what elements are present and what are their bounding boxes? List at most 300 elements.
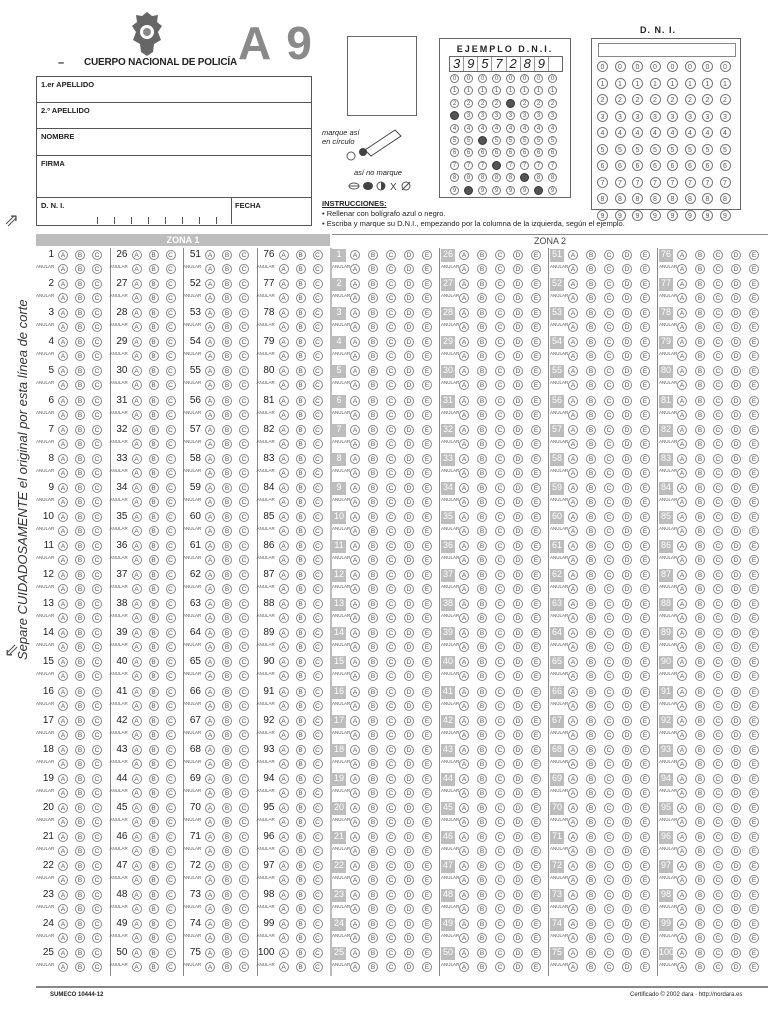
cancel-bubble[interactable]: C (92, 846, 102, 856)
cancel-bubble[interactable]: E (531, 380, 541, 390)
answer-bubble[interactable]: E (422, 454, 432, 464)
answer-bubble[interactable]: B (149, 628, 159, 638)
answer-bubble[interactable]: D (731, 512, 741, 522)
answer-bubble[interactable]: E (749, 628, 759, 638)
answer-bubble[interactable]: C (604, 512, 614, 522)
answer-bubble[interactable]: E (422, 745, 432, 755)
cancel-bubble[interactable]: B (149, 584, 159, 594)
answer-bubble[interactable]: A (279, 454, 289, 464)
cancel-bubble[interactable]: C (713, 788, 723, 798)
cancel-bubble[interactable]: E (531, 468, 541, 478)
cancel-bubble[interactable]: A (132, 380, 142, 390)
cancel-bubble[interactable]: C (313, 468, 323, 478)
cancel-bubble[interactable]: E (749, 730, 759, 740)
cancel-bubble[interactable]: E (531, 875, 541, 885)
answer-bubble[interactable]: E (640, 279, 650, 289)
answer-bubble[interactable]: E (749, 948, 759, 958)
answer-bubble[interactable]: B (222, 337, 232, 347)
cancel-bubble[interactable]: C (495, 526, 505, 536)
answer-bubble[interactable]: A (132, 396, 142, 406)
cancel-bubble[interactable]: B (149, 497, 159, 507)
cancel-bubble[interactable]: D (731, 264, 741, 274)
cancel-bubble[interactable]: C (495, 701, 505, 711)
cancel-bubble[interactable]: A (279, 642, 289, 652)
cancel-bubble[interactable]: A (58, 410, 68, 420)
cancel-bubble[interactable]: E (531, 526, 541, 536)
answer-bubble[interactable]: B (586, 454, 596, 464)
cancel-bubble[interactable]: B (75, 788, 85, 798)
answer-bubble[interactable]: E (531, 454, 541, 464)
cancel-bubble[interactable]: C (713, 293, 723, 303)
answer-bubble[interactable]: B (149, 890, 159, 900)
answer-bubble[interactable]: B (586, 425, 596, 435)
dni-bubble[interactable]: 0 (615, 61, 626, 72)
cancel-bubble[interactable]: C (495, 293, 505, 303)
answer-bubble[interactable]: D (731, 570, 741, 580)
cancel-bubble[interactable]: A (568, 555, 578, 565)
answer-bubble[interactable]: B (75, 599, 85, 609)
answer-bubble[interactable]: C (495, 919, 505, 929)
dni-bubble[interactable]: 4 (615, 127, 626, 138)
answer-bubble[interactable]: C (604, 716, 614, 726)
dni-bubble[interactable]: 5 (702, 144, 713, 155)
answer-bubble[interactable]: C (713, 512, 723, 522)
cancel-bubble[interactable]: D (513, 962, 523, 972)
dni-bubble[interactable]: 0 (667, 61, 678, 72)
cancel-bubble[interactable]: B (75, 351, 85, 361)
cancel-bubble[interactable]: A (279, 875, 289, 885)
cancel-bubble[interactable]: E (531, 962, 541, 972)
cancel-bubble[interactable]: A (205, 439, 215, 449)
answer-bubble[interactable]: A (58, 803, 68, 813)
cancel-bubble[interactable]: B (695, 584, 705, 594)
cancel-bubble[interactable]: A (205, 817, 215, 827)
cancel-bubble[interactable]: D (731, 526, 741, 536)
answer-bubble[interactable]: C (386, 454, 396, 464)
dni-bubble[interactable]: 5 (632, 144, 643, 155)
cancel-bubble[interactable]: A (58, 701, 68, 711)
answer-bubble[interactable]: A (58, 512, 68, 522)
cancel-bubble[interactable]: A (58, 468, 68, 478)
cancel-bubble[interactable]: C (713, 613, 723, 623)
answer-bubble[interactable]: C (166, 687, 176, 697)
cancel-bubble[interactable]: E (640, 817, 650, 827)
cancel-bubble[interactable]: B (296, 526, 306, 536)
cancel-bubble[interactable]: B (222, 933, 232, 943)
answer-bubble[interactable]: B (296, 861, 306, 871)
answer-bubble[interactable]: C (386, 396, 396, 406)
answer-bubble[interactable]: D (731, 832, 741, 842)
cancel-bubble[interactable]: C (313, 410, 323, 420)
cancel-bubble[interactable]: B (695, 730, 705, 740)
cancel-bubble[interactable]: A (350, 497, 360, 507)
cancel-bubble[interactable]: A (350, 671, 360, 681)
cancel-bubble[interactable]: B (586, 264, 596, 274)
answer-bubble[interactable]: A (459, 745, 469, 755)
answer-bubble[interactable]: C (713, 337, 723, 347)
cancel-bubble[interactable]: E (640, 293, 650, 303)
answer-bubble[interactable]: A (459, 803, 469, 813)
cancel-bubble[interactable]: E (749, 759, 759, 769)
cancel-bubble[interactable]: A (350, 380, 360, 390)
answer-bubble[interactable]: E (422, 512, 432, 522)
cancel-bubble[interactable]: D (513, 322, 523, 332)
cancel-bubble[interactable]: A (459, 468, 469, 478)
cancel-bubble[interactable]: D (731, 730, 741, 740)
answer-bubble[interactable]: B (695, 308, 705, 318)
dni-bubble[interactable]: 8 (650, 193, 661, 204)
answer-bubble[interactable]: E (422, 425, 432, 435)
answer-bubble[interactable]: D (622, 832, 632, 842)
answer-bubble[interactable]: A (132, 454, 142, 464)
answer-bubble[interactable]: E (531, 861, 541, 871)
cancel-bubble[interactable]: B (695, 351, 705, 361)
answer-bubble[interactable]: C (713, 250, 723, 260)
answer-bubble[interactable]: A (568, 657, 578, 667)
answer-bubble[interactable]: E (640, 948, 650, 958)
cancel-bubble[interactable]: B (222, 759, 232, 769)
answer-bubble[interactable]: C (713, 861, 723, 871)
cancel-bubble[interactable]: A (459, 817, 469, 827)
answer-bubble[interactable]: B (222, 745, 232, 755)
cancel-bubble[interactable]: A (677, 497, 687, 507)
field-firma[interactable] (37, 156, 311, 198)
cancel-bubble[interactable]: E (422, 264, 432, 274)
cancel-bubble[interactable]: B (222, 439, 232, 449)
answer-bubble[interactable]: C (239, 454, 249, 464)
cancel-bubble[interactable]: C (713, 526, 723, 536)
cancel-bubble[interactable]: A (568, 671, 578, 681)
answer-bubble[interactable]: C (386, 337, 396, 347)
answer-bubble[interactable]: C (604, 919, 614, 929)
answer-bubble[interactable]: A (132, 308, 142, 318)
answer-bubble[interactable]: D (731, 250, 741, 260)
cancel-bubble[interactable]: D (622, 351, 632, 361)
answer-bubble[interactable]: C (604, 454, 614, 464)
cancel-bubble[interactable]: B (586, 380, 596, 390)
cancel-bubble[interactable]: B (368, 759, 378, 769)
cancel-bubble[interactable]: A (568, 264, 578, 274)
cancel-bubble[interactable]: C (313, 555, 323, 565)
cancel-bubble[interactable]: B (695, 555, 705, 565)
answer-bubble[interactable]: C (386, 861, 396, 871)
cancel-bubble[interactable]: A (205, 933, 215, 943)
answer-bubble[interactable]: C (166, 454, 176, 464)
answer-bubble[interactable]: E (531, 512, 541, 522)
cancel-bubble[interactable]: E (749, 875, 759, 885)
answer-bubble[interactable]: D (404, 396, 414, 406)
cancel-bubble[interactable]: D (513, 410, 523, 420)
answer-bubble[interactable]: E (640, 396, 650, 406)
cancel-bubble[interactable]: C (386, 410, 396, 420)
answer-bubble[interactable]: D (404, 628, 414, 638)
cancel-bubble[interactable]: C (604, 468, 614, 478)
answer-bubble[interactable]: E (422, 570, 432, 580)
cancel-bubble[interactable]: A (350, 817, 360, 827)
answer-bubble[interactable]: B (368, 570, 378, 580)
cancel-bubble[interactable]: D (731, 759, 741, 769)
answer-bubble[interactable]: C (239, 570, 249, 580)
answer-bubble[interactable]: C (495, 890, 505, 900)
answer-bubble[interactable]: C (604, 628, 614, 638)
dni-bubble[interactable]: 5 (615, 144, 626, 155)
answer-bubble[interactable]: B (75, 541, 85, 551)
answer-bubble[interactable]: B (222, 861, 232, 871)
cancel-bubble[interactable]: A (58, 875, 68, 885)
answer-bubble[interactable]: C (92, 774, 102, 784)
cancel-bubble[interactable]: B (149, 264, 159, 274)
cancel-bubble[interactable]: E (422, 904, 432, 914)
cancel-bubble[interactable]: C (713, 642, 723, 652)
cancel-bubble[interactable]: C (495, 351, 505, 361)
cancel-bubble[interactable]: B (586, 701, 596, 711)
cancel-bubble[interactable]: A (568, 468, 578, 478)
cancel-bubble[interactable]: B (75, 933, 85, 943)
answer-bubble[interactable]: A (205, 657, 215, 667)
cancel-bubble[interactable]: E (640, 380, 650, 390)
cancel-bubble[interactable]: D (513, 468, 523, 478)
cancel-bubble[interactable]: C (313, 642, 323, 652)
cancel-bubble[interactable]: D (731, 613, 741, 623)
answer-bubble[interactable]: B (222, 454, 232, 464)
cancel-bubble[interactable]: C (239, 526, 249, 536)
cancel-bubble[interactable]: C (92, 904, 102, 914)
answer-bubble[interactable]: E (531, 803, 541, 813)
answer-bubble[interactable]: C (313, 861, 323, 871)
answer-bubble[interactable]: C (713, 890, 723, 900)
cancel-bubble[interactable]: D (622, 264, 632, 274)
cancel-bubble[interactable]: B (149, 671, 159, 681)
answer-bubble[interactable]: E (749, 832, 759, 842)
answer-bubble[interactable]: C (92, 396, 102, 406)
cancel-bubble[interactable]: B (695, 439, 705, 449)
cancel-bubble[interactable]: A (677, 642, 687, 652)
answer-bubble[interactable]: B (222, 599, 232, 609)
answer-bubble[interactable]: A (568, 308, 578, 318)
answer-bubble[interactable]: E (422, 657, 432, 667)
cancel-bubble[interactable]: B (368, 497, 378, 507)
answer-bubble[interactable]: B (149, 250, 159, 260)
answer-bubble[interactable]: C (166, 803, 176, 813)
answer-bubble[interactable]: B (695, 861, 705, 871)
answer-bubble[interactable]: B (222, 803, 232, 813)
answer-bubble[interactable]: A (279, 279, 289, 289)
cancel-bubble[interactable]: B (586, 351, 596, 361)
cancel-bubble[interactable]: C (604, 439, 614, 449)
cancel-bubble[interactable]: D (731, 351, 741, 361)
cancel-bubble[interactable]: E (422, 410, 432, 420)
answer-bubble[interactable]: E (749, 396, 759, 406)
dni-bubble[interactable]: 8 (702, 193, 713, 204)
answer-bubble[interactable]: B (296, 570, 306, 580)
cancel-bubble[interactable]: D (513, 701, 523, 711)
cancel-bubble[interactable]: C (166, 788, 176, 798)
cancel-bubble[interactable]: B (222, 526, 232, 536)
answer-bubble[interactable]: D (513, 366, 523, 376)
dni-bubble[interactable]: 1 (702, 78, 713, 89)
cancel-bubble[interactable]: B (296, 933, 306, 943)
cancel-bubble[interactable]: A (677, 904, 687, 914)
answer-bubble[interactable]: E (749, 250, 759, 260)
cancel-bubble[interactable]: C (313, 584, 323, 594)
cancel-bubble[interactable]: E (749, 351, 759, 361)
answer-bubble[interactable]: B (75, 425, 85, 435)
cancel-bubble[interactable]: B (368, 351, 378, 361)
dni-bubble[interactable]: 8 (632, 193, 643, 204)
answer-bubble[interactable]: C (386, 745, 396, 755)
cancel-bubble[interactable]: B (222, 613, 232, 623)
cancel-bubble[interactable]: B (477, 962, 487, 972)
answer-bubble[interactable]: A (350, 657, 360, 667)
cancel-bubble[interactable]: B (477, 730, 487, 740)
cancel-bubble[interactable]: C (313, 730, 323, 740)
cancel-bubble[interactable]: B (586, 439, 596, 449)
answer-bubble[interactable]: A (132, 366, 142, 376)
cancel-bubble[interactable]: C (713, 875, 723, 885)
answer-bubble[interactable]: C (166, 483, 176, 493)
answer-bubble[interactable]: D (731, 454, 741, 464)
cancel-bubble[interactable]: C (386, 468, 396, 478)
answer-bubble[interactable]: A (677, 948, 687, 958)
cancel-bubble[interactable]: C (239, 904, 249, 914)
answer-bubble[interactable]: A (677, 541, 687, 551)
answer-bubble[interactable]: D (513, 628, 523, 638)
answer-bubble[interactable]: B (222, 716, 232, 726)
cancel-bubble[interactable]: B (149, 351, 159, 361)
dni-bubble[interactable]: 4 (702, 127, 713, 138)
answer-bubble[interactable]: D (622, 716, 632, 726)
answer-bubble[interactable]: C (92, 366, 102, 376)
cancel-bubble[interactable]: D (404, 526, 414, 536)
cancel-bubble[interactable]: B (296, 613, 306, 623)
cancel-bubble[interactable]: B (149, 933, 159, 943)
answer-bubble[interactable]: A (205, 919, 215, 929)
answer-bubble[interactable]: C (713, 803, 723, 813)
cancel-bubble[interactable]: B (586, 846, 596, 856)
cancel-bubble[interactable]: C (166, 933, 176, 943)
answer-bubble[interactable]: C (166, 890, 176, 900)
answer-bubble[interactable]: A (677, 337, 687, 347)
answer-bubble[interactable]: A (132, 570, 142, 580)
cancel-bubble[interactable]: B (477, 817, 487, 827)
answer-bubble[interactable]: A (677, 483, 687, 493)
cancel-bubble[interactable]: A (459, 904, 469, 914)
cancel-bubble[interactable]: E (422, 730, 432, 740)
answer-bubble[interactable]: A (279, 716, 289, 726)
cancel-bubble[interactable]: B (695, 817, 705, 827)
cancel-bubble[interactable]: D (513, 264, 523, 274)
answer-bubble[interactable]: B (149, 425, 159, 435)
cancel-bubble[interactable]: E (749, 671, 759, 681)
cancel-bubble[interactable]: C (604, 380, 614, 390)
cancel-bubble[interactable]: C (604, 293, 614, 303)
cancel-bubble[interactable]: C (166, 613, 176, 623)
dni-bubble[interactable]: 4 (685, 127, 696, 138)
cancel-bubble[interactable]: A (279, 410, 289, 420)
cancel-bubble[interactable]: B (477, 846, 487, 856)
cancel-bubble[interactable]: B (75, 962, 85, 972)
answer-bubble[interactable]: E (749, 279, 759, 289)
answer-bubble[interactable]: B (222, 512, 232, 522)
cancel-bubble[interactable]: B (695, 264, 705, 274)
cancel-bubble[interactable]: B (149, 322, 159, 332)
answer-bubble[interactable]: C (495, 308, 505, 318)
dni-bubble[interactable]: 3 (702, 111, 713, 122)
cancel-bubble[interactable]: B (222, 351, 232, 361)
answer-bubble[interactable]: B (695, 657, 705, 667)
dni-bubble[interactable]: 9 (667, 210, 678, 221)
cancel-bubble[interactable]: B (368, 933, 378, 943)
answer-bubble[interactable]: D (404, 919, 414, 929)
cancel-bubble[interactable]: B (586, 410, 596, 420)
answer-bubble[interactable]: A (132, 803, 142, 813)
cancel-bubble[interactable]: E (422, 526, 432, 536)
cancel-bubble[interactable]: C (313, 439, 323, 449)
cancel-bubble[interactable]: D (622, 642, 632, 652)
answer-bubble[interactable]: C (239, 657, 249, 667)
cancel-bubble[interactable]: C (239, 497, 249, 507)
answer-bubble[interactable]: A (58, 774, 68, 784)
dni-bubble[interactable]: 6 (632, 160, 643, 171)
cancel-bubble[interactable]: B (75, 846, 85, 856)
cancel-bubble[interactable]: D (513, 875, 523, 885)
cancel-bubble[interactable]: A (677, 613, 687, 623)
answer-bubble[interactable]: C (239, 279, 249, 289)
answer-bubble[interactable]: E (640, 366, 650, 376)
cancel-bubble[interactable]: C (313, 701, 323, 711)
answer-bubble[interactable]: A (132, 337, 142, 347)
cancel-bubble[interactable]: B (75, 380, 85, 390)
cancel-bubble[interactable]: C (166, 410, 176, 420)
cancel-bubble[interactable]: D (731, 439, 741, 449)
cancel-bubble[interactable]: C (239, 410, 249, 420)
answer-bubble[interactable]: B (368, 337, 378, 347)
answer-bubble[interactable]: C (713, 541, 723, 551)
answer-bubble[interactable]: B (586, 308, 596, 318)
cancel-bubble[interactable]: B (368, 555, 378, 565)
answer-bubble[interactable]: D (513, 599, 523, 609)
cancel-bubble[interactable]: B (296, 642, 306, 652)
cancel-bubble[interactable]: D (731, 904, 741, 914)
answer-bubble[interactable]: D (404, 454, 414, 464)
cancel-bubble[interactable]: C (386, 584, 396, 594)
cancel-bubble[interactable]: A (132, 410, 142, 420)
cancel-bubble[interactable]: A (459, 322, 469, 332)
answer-bubble[interactable]: B (368, 657, 378, 667)
answer-bubble[interactable]: A (279, 948, 289, 958)
cancel-bubble[interactable]: C (386, 322, 396, 332)
answer-bubble[interactable]: A (132, 599, 142, 609)
answer-bubble[interactable]: B (586, 366, 596, 376)
cancel-bubble[interactable]: D (731, 410, 741, 420)
answer-bubble[interactable]: B (75, 337, 85, 347)
cancel-bubble[interactable]: B (75, 671, 85, 681)
cancel-bubble[interactable]: A (677, 380, 687, 390)
answer-bubble[interactable]: D (513, 948, 523, 958)
answer-bubble[interactable]: B (477, 948, 487, 958)
cancel-bubble[interactable]: A (279, 293, 289, 303)
answer-bubble[interactable]: D (404, 803, 414, 813)
cancel-bubble[interactable]: A (677, 322, 687, 332)
cancel-bubble[interactable]: B (586, 468, 596, 478)
cancel-bubble[interactable]: A (205, 293, 215, 303)
answer-bubble[interactable]: C (386, 774, 396, 784)
cancel-bubble[interactable]: C (495, 875, 505, 885)
answer-bubble[interactable]: A (205, 250, 215, 260)
answer-bubble[interactable]: B (296, 774, 306, 784)
cancel-bubble[interactable]: A (568, 526, 578, 536)
answer-bubble[interactable]: C (386, 570, 396, 580)
